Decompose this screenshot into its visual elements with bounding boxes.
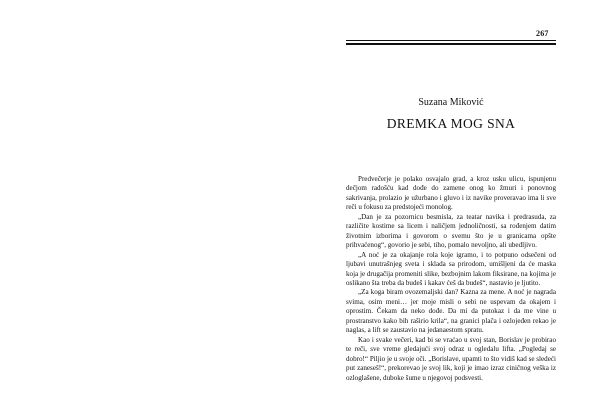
paragraph: „Za koga biram ovozemaljski dan? Kazna za mene. A noć je nagrada svima, osim meni… jer moje misli o sebi ne uspevam da okajem i oprostim. Čekam da neko dođe. Da mi da putokaz i da me vine u prostranstvo kako bih raširio krila“, na granici plača i ozlojeđen rekao je naglas, a lift se zaustavio na jedanaestom spratu. [346,288,556,335]
paragraph: „A noć je za okajanje rola koje igramo, i to potpuno odsečeni od ljubavi unutrašnjeg sveta i sklada sa prirodom, umišljeni da će maska koja je drugačija promeniti slike, bezbojnim lakom fiksirane, na kojima je oslikano šta treba da budeš i kakav ćeš da budeš“, nastavio je ljutito. [346,250,556,287]
header-rule-thick [346,43,556,45]
paragraph: Predvečerje je polako osvajalo grad, a kroz usku ulicu, ispunjenu dečjom radošću kad dođe do zamene onog ko žmuri i ponovnog sakrivanja, prolazio je užurbano i gluvo i iz navike proveravao ima li sve reči u fokusu za predstojeći monolog. [346,175,556,212]
page-number: 267 [536,29,549,38]
paragraph: Kao i svake večeri, kad bi se vraćao u svoj stan, Borislav je probirao te reči, sve vreme gledajući svoj odraz u ogledalu lifta. „Pogledaj se dobro!“ Piljio je u svoje oči. „Borislave, upamti to što vidiš kad se sledeći put zaneseš!“, prekorevao je svoj lik, koji je imao izraz ciničnog veška iz ozloglašene, duboke šume u njegovoj podsvesti. [346,335,556,382]
author-name: Suzana Miković [418,97,484,108]
header-rule-thin [346,40,556,41]
story-title: DREMKA MOG SNA [386,116,516,131]
paragraph: „Dan je za pozornicu besmisla, za teatar navika i predrasuda, za različite kostime sa licem i naličjem jednoličnosti, sa rođenjem datim životnim izborima i govorom o svemu što je u granicama opšte prihvaćenog“, govorio je sebi, tiho, pomalo nevoljno, ali ubedljivo. [346,212,556,250]
body-text [346,175,556,383]
